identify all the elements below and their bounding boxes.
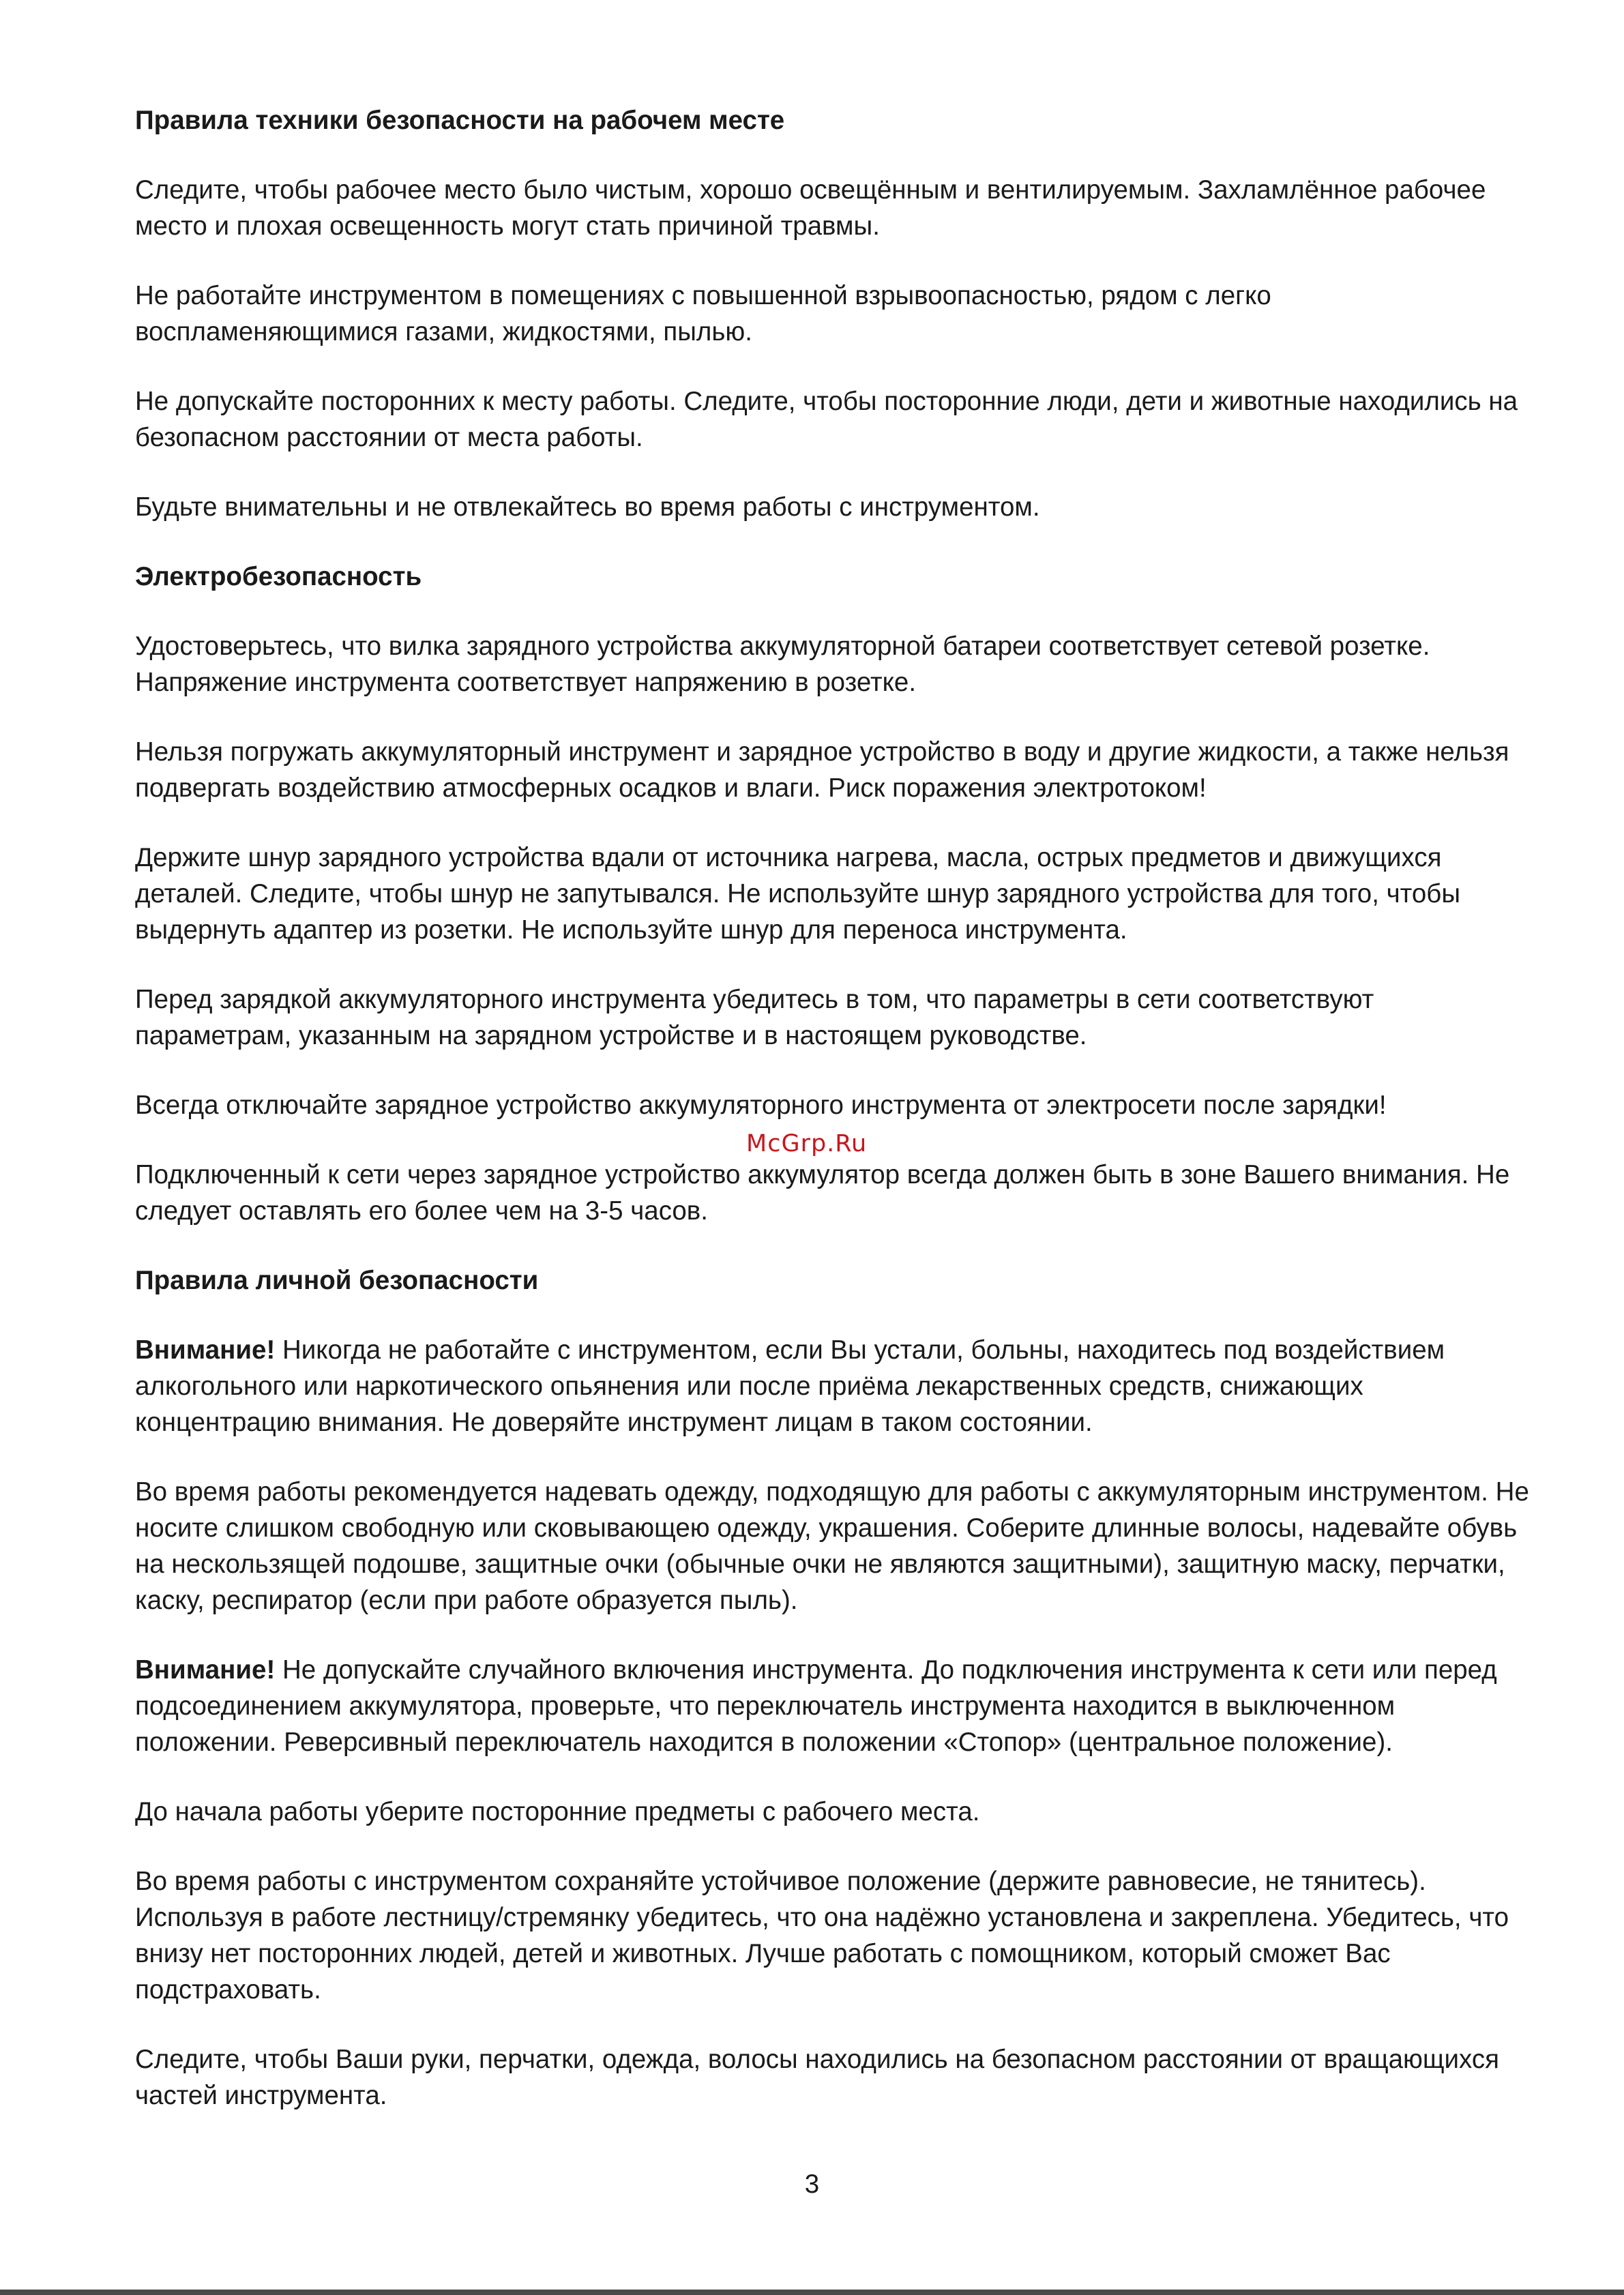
paragraph: Во время работы с инструментом сохраняйте устойчивое положение (держите равновесие, не тянитесь). Используя в работе лестницу/стремянку убедитесь, что она надёжно установлена и закреплена. Убедитесь, что внизу нет посторонних людей, детей и животных. Лучше работать с помощником, который сможет Вас подстраховать. [135, 1867, 1509, 2004]
warning-text: Не допускайте случайного включения инструмента. До подключения инструмента к сети или перед подсоединением аккумулятора, проверьте, что переключатель инструмента находится в выключенном положении. Реверсивный переключатель находится в положении «Стопор» (центральное положение). [135, 1655, 1497, 1757]
paragraph: Не работайте инструментом в помещениях с повышенной взрывоопасностью, рядом с легко воспламеняющимися газами, жидкостями, пылью. [135, 281, 1271, 346]
paragraph: Будьте внимательны и не отвлекайтесь во время работы с инструментом. [135, 492, 1040, 522]
paragraph: Не допускайте посторонних к месту работы. Следите, чтобы посторонние люди, дети и животные находились на безопасном расстоянии от места работы. [135, 387, 1518, 452]
paragraph: До начала работы уберите посторонние предметы с рабочего места. [135, 1797, 980, 1826]
section-heading-personal: Правила личной безопасности [135, 1266, 539, 1295]
warning-paragraph [135, 1652, 1533, 1760]
section-heading-electrical: Электробезопасность [135, 562, 422, 591]
warning-text: Никогда не работайте с инструментом, если Вы устали, больны, находитесь под воздействием алкогольного или наркотического опьянения или после приёма лекарственных средств, снижающих концентрацию внимания. Не доверяйте инструмент лицам в таком состоянии. [135, 1335, 1445, 1437]
paragraph: Держите шнур зарядного устройства вдали от источника нагрева, масла, острых предметов и движущихся деталей. Следите, чтобы шнур не запутывался. Не используйте шнур зарядного устройства для того, чтобы выдернуть адаптер из розетки. Не используйте шнур для переноса инструмента. [135, 843, 1461, 945]
paragraph: Следите, чтобы Ваши руки, перчатки, одежда, волосы находились на безопасном расстоянии от вращающихся частей инструмента. [135, 2045, 1499, 2110]
paragraph: Следите, чтобы рабочее место было чистым, хорошо освещённым и вентилируемым. Захламлённое рабочее место и плохая освещенность могут стать причиной травмы. [135, 175, 1486, 241]
warning-paragraph [135, 1332, 1533, 1440]
paragraph: Перед зарядкой аккумуляторного инструмента убедитесь в том, что параметры в сети соответствуют параметрам, указанным на зарядном устройстве и в настоящем руководстве. [135, 985, 1374, 1050]
paragraph: Удостоверьтесь, что вилка зарядного устройства аккумуляторной батареи соответствует сетевой розетке. Напряжение инструмента соответствует напряжению в розетке. [135, 632, 1430, 697]
section-heading-workplace: Правила техники безопасности на рабочем месте [135, 106, 785, 135]
page-number: 3 [804, 2170, 820, 2199]
warning-label: Внимание! [135, 1335, 276, 1365]
paragraph: Всегда отключайте зарядное устройство аккумуляторного инструмента от электросети после зарядки! [135, 1091, 1387, 1120]
watermark: McGrp.Ru [746, 1130, 868, 1157]
warning-label: Внимание! [135, 1655, 276, 1685]
paragraph: Нельзя погружать аккумуляторный инструмент и зарядное устройство в воду и другие жидкости, а также нельзя подвергать воздействию атмосферных осадков и влаги. Риск поражения электротоком! [135, 737, 1509, 803]
page-bottom-border [0, 2290, 1624, 2295]
paragraph: Подключенный к сети через зарядное устройство аккумулятор всегда должен быть в зоне Вашего внимания. Не следует оставлять его более чем на 3-5 часов. [135, 1160, 1510, 1226]
document-page [135, 102, 1533, 2147]
paragraph: Во время работы рекомендуется надевать одежду, подходящую для работы с аккумуляторным инструментом. Не носите слишком свободную или сковывающею одежду, украшения. Соберите длинные волосы, надевайте обувь на нескользящей подошве, защитные очки (обычные очки не являются защитными), защитную маску, перчатки, каску, респиратор (если при работе образуется пыль). [135, 1477, 1529, 1615]
